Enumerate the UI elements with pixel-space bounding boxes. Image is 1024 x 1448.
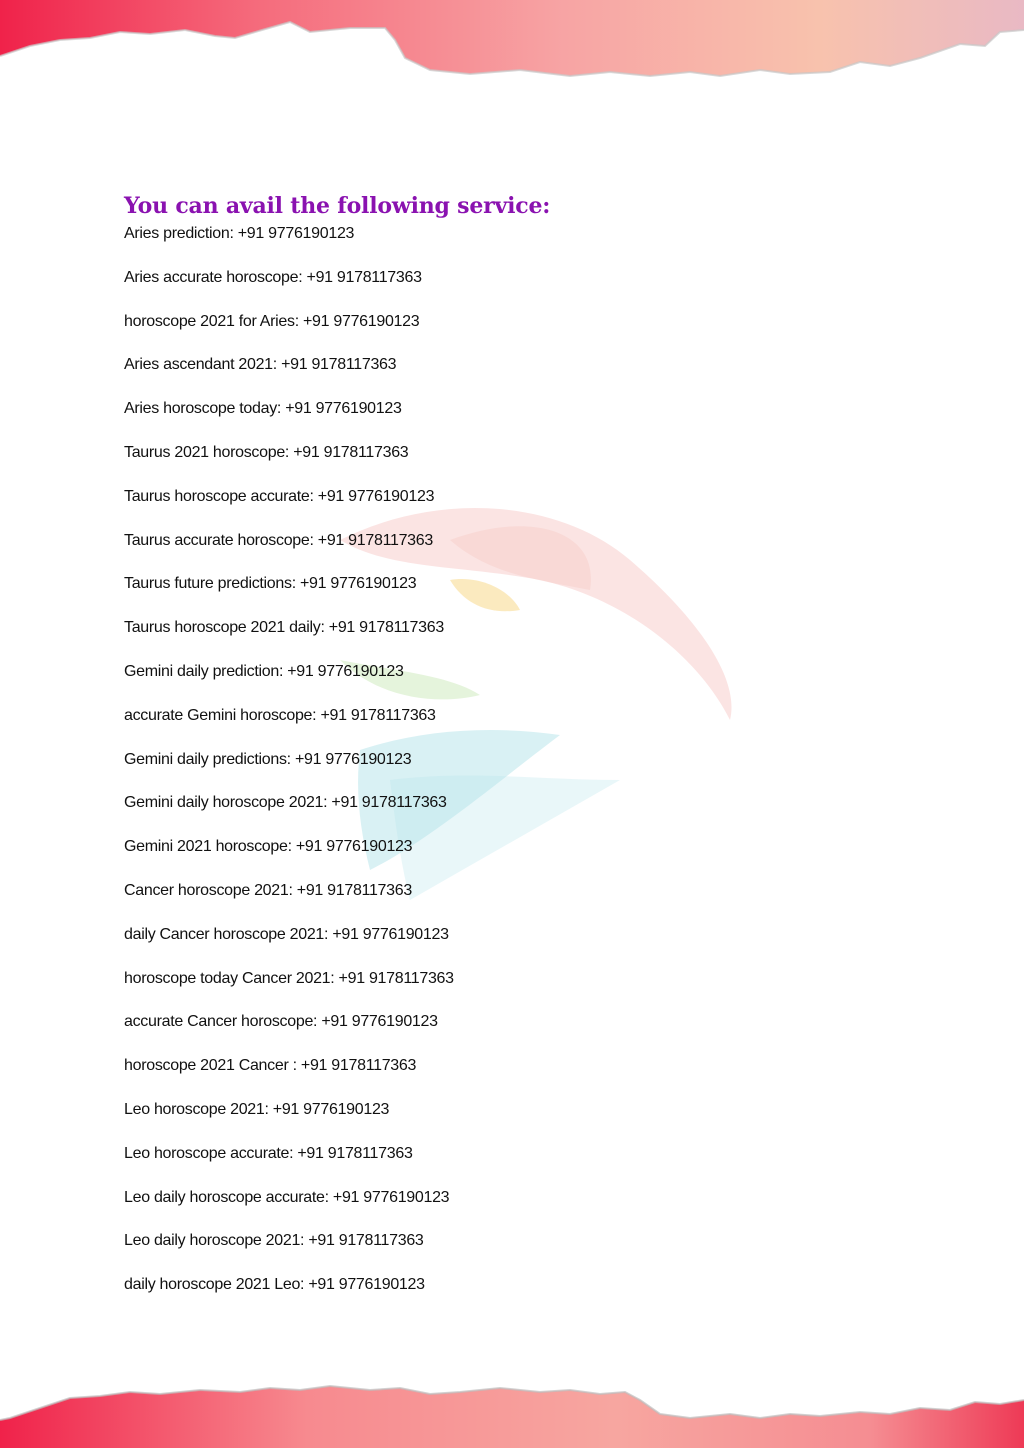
service-item: Taurus future predictions: +91 9776190123 — [124, 575, 417, 593]
service-item: horoscope 2021 Cancer : +91 9178117363 — [124, 1057, 417, 1075]
service-item: Gemini daily predictions: +91 9776190123 — [124, 750, 412, 768]
service-item: Taurus horoscope accurate: +91 9776190123 — [124, 487, 435, 505]
bottom-torn-paper-band — [0, 1338, 1024, 1448]
services-section — [124, 192, 924, 1315]
service-item: accurate Cancer horoscope: +91 9776190123 — [124, 1013, 438, 1031]
service-item: Leo daily horoscope accurate: +91 9776190123 — [124, 1188, 450, 1206]
service-item: horoscope 2021 for Aries: +91 9776190123 — [124, 312, 420, 330]
service-item: accurate Gemini horoscope: +91 9178117363 — [124, 706, 436, 724]
top-torn-paper-band — [0, 0, 1024, 90]
service-item: Gemini daily prediction: +91 9776190123 — [124, 662, 404, 680]
service-item: Aries ascendant 2021: +91 9178117363 — [124, 356, 397, 374]
service-item: Gemini 2021 horoscope: +91 9776190123 — [124, 838, 413, 856]
service-item: Taurus horoscope 2021 daily: +91 9178117363 — [124, 619, 444, 637]
service-item: Aries horoscope today: +91 9776190123 — [124, 400, 402, 418]
service-item: Cancer horoscope 2021: +91 9178117363 — [124, 881, 412, 899]
service-item: Leo horoscope 2021: +91 9776190123 — [124, 1100, 390, 1118]
service-item: Taurus 2021 horoscope: +91 9178117363 — [124, 443, 409, 461]
service-item: daily horoscope 2021 Leo: +91 9776190123 — [124, 1276, 425, 1294]
service-item: daily Cancer horoscope 2021: +91 9776190123 — [124, 925, 449, 943]
section-heading: You can avail the following service: — [124, 193, 551, 219]
service-item: Gemini daily horoscope 2021: +91 9178117363 — [124, 794, 447, 812]
service-item: Aries prediction: +91 9776190123 — [124, 225, 355, 242]
service-item: Leo horoscope accurate: +91 9178117363 — [124, 1144, 413, 1162]
service-item: horoscope today Cancer 2021: +91 9178117363 — [124, 969, 454, 987]
service-item: Taurus accurate horoscope: +91 9178117363 — [124, 531, 433, 549]
services-list — [124, 220, 924, 1315]
service-item: Leo daily horoscope 2021: +91 9178117363 — [124, 1232, 424, 1250]
service-item: Aries accurate horoscope: +91 9178117363 — [124, 268, 422, 286]
